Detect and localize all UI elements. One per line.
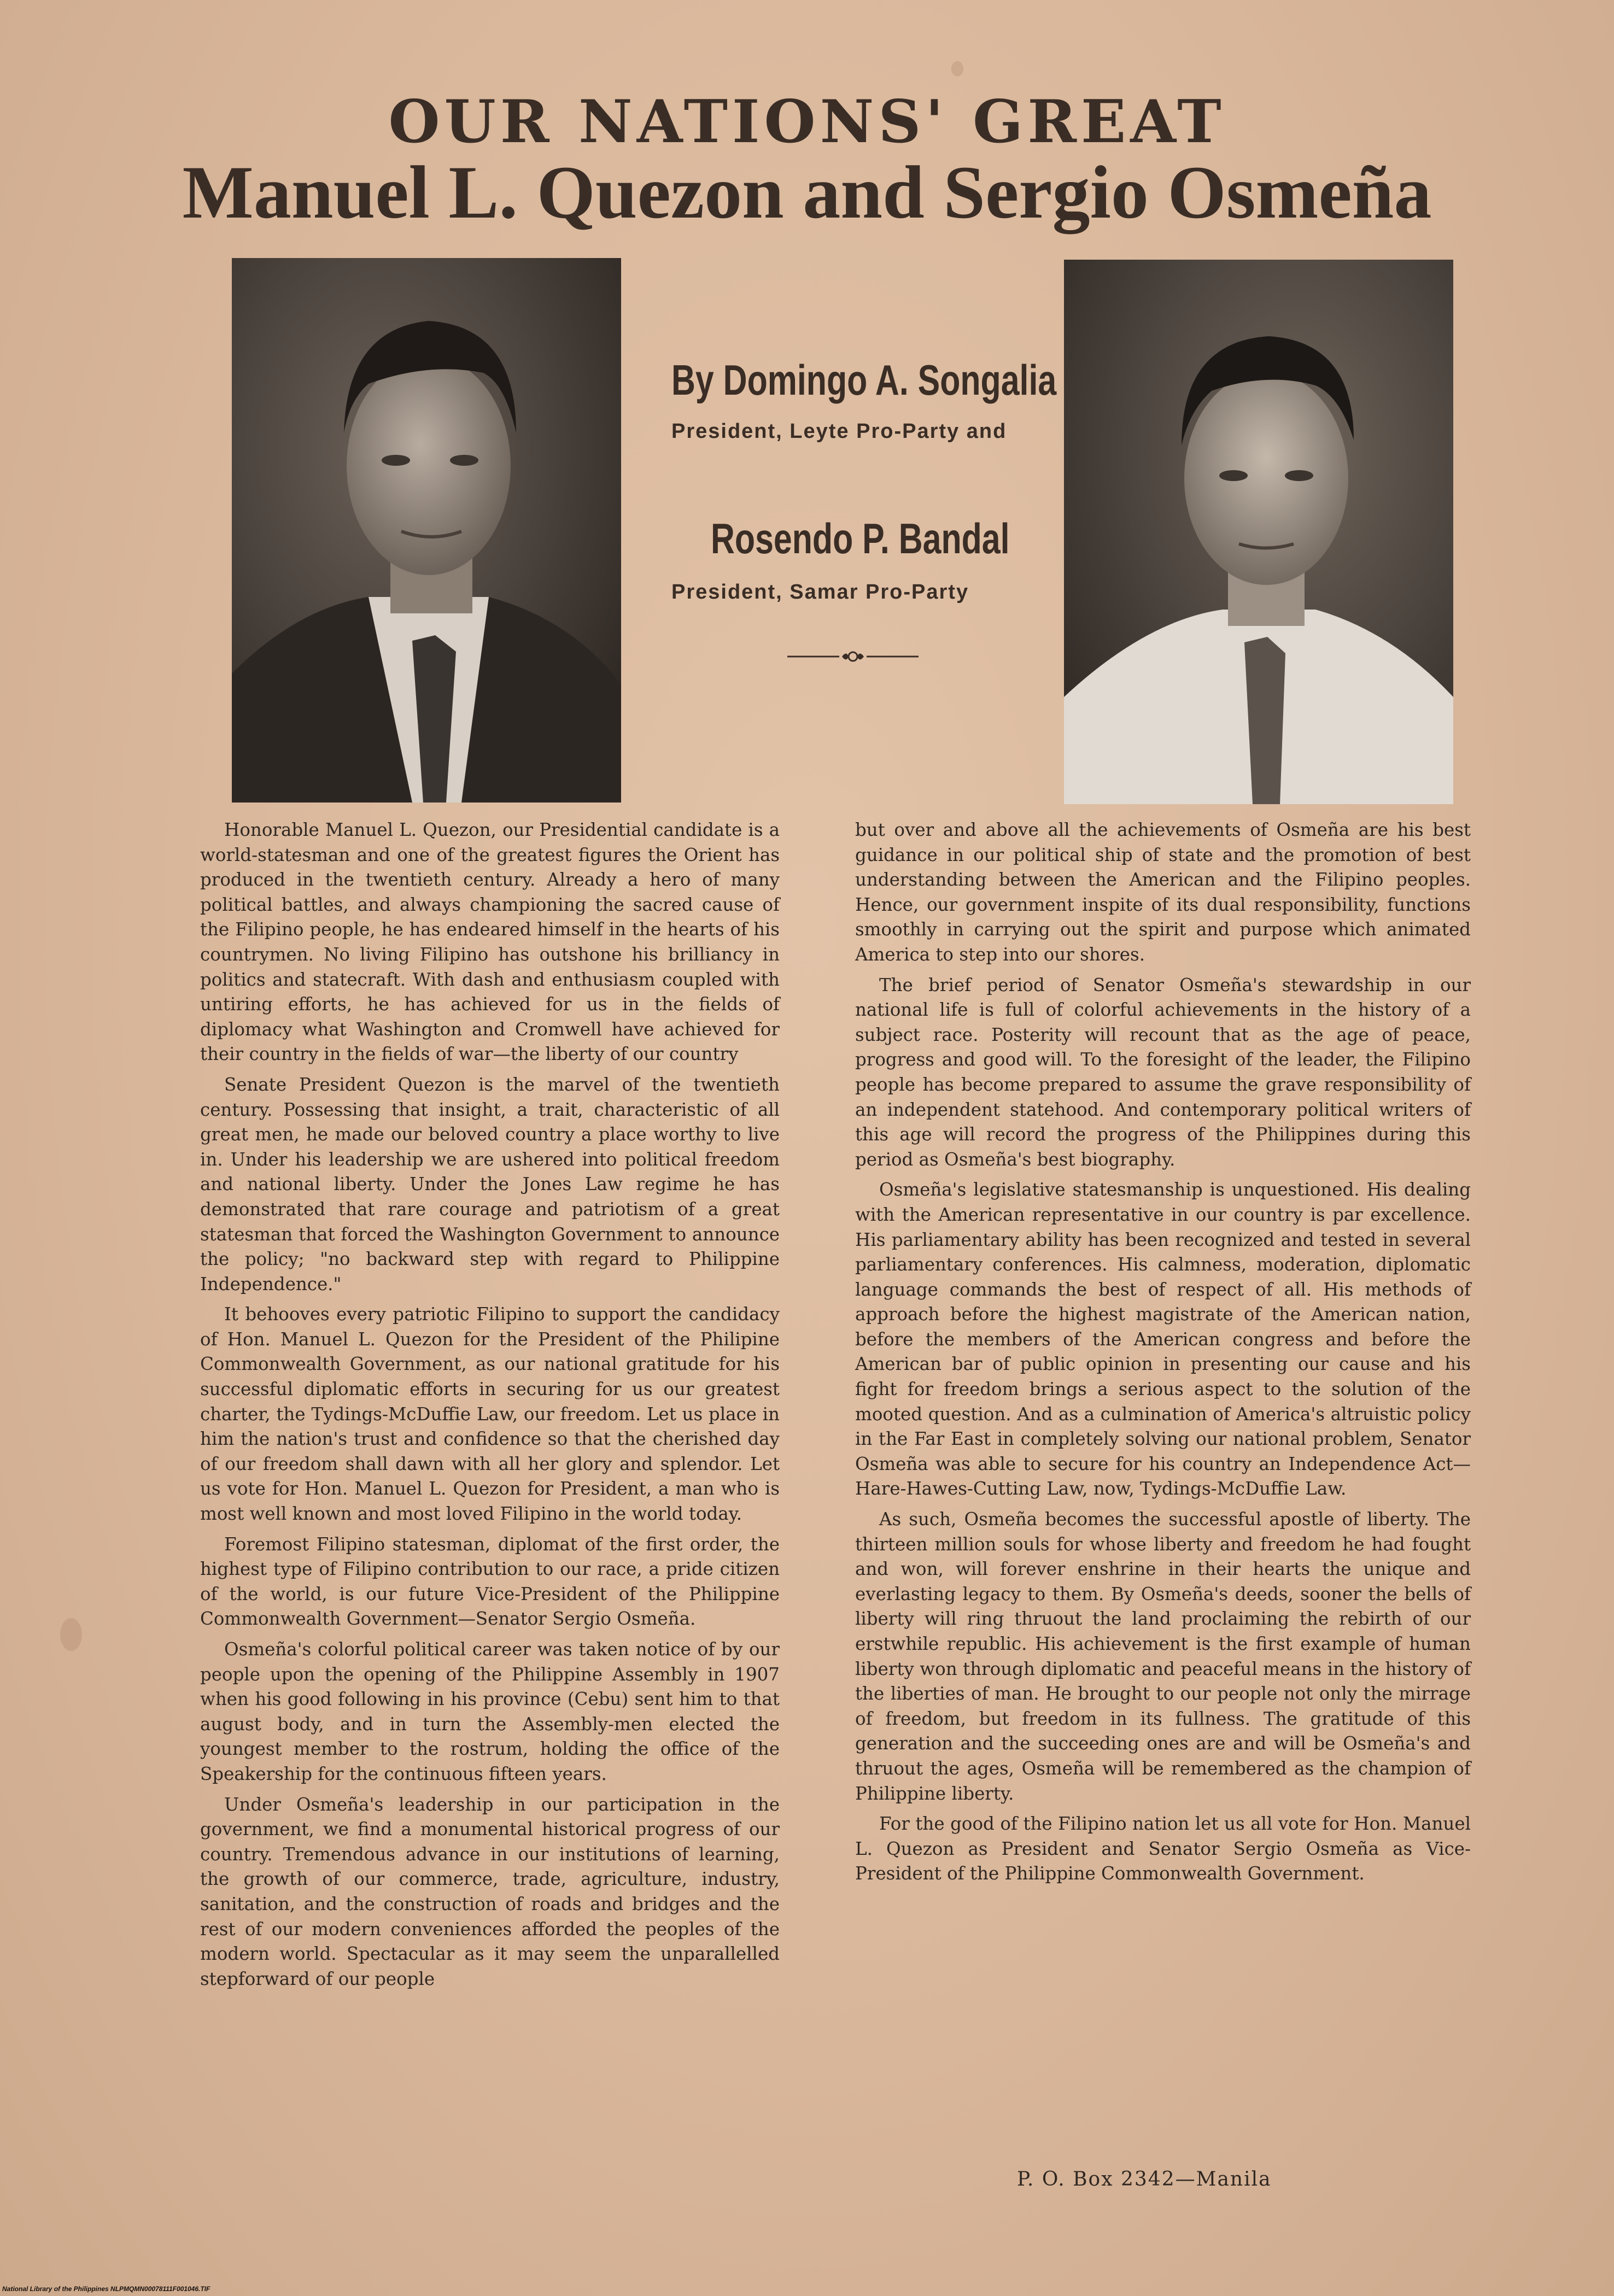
paper-stain <box>60 1618 82 1651</box>
paper-stain <box>951 61 963 77</box>
paragraph: For the good of the Filipino nation let us all vote for Hon. Manuel L. Quezon as President and Senator Sergio Osmeña as Vice-President of the Philippine Commonwealth Government. <box>855 1813 1471 1884</box>
paragraph: Osmeña's legislative statesmanship is unquestioned. His dealing with the American representative in our country is par excellence. His parliamentary ability has been recognized and tested in several parliamentary conferences. His calmness, moderation, diplomatic language commands the best of respect of all. His methods of approach before the highest magistrate of the American nation, before the members of the American congress and before the American bar of public opinion in presenting our cause and his fight for freedom brings a serious aspect to the solution of the mooted question. And as a culmination of America's altruistic policy in the Far East in completely solving our national problem, Senator Osmeña was able to secure for his country an Independence Act—Hare-Hawes-Cutting Law, now, Tydings-McDuffie Law. <box>855 1179 1471 1500</box>
paragraph: Osmeña's colorful political career was taken notice of by our people upon the opening of the Philippine Assembly in 1907 when his good following in his province (Cebu) sent him to that august body, and in turn the Assembly-men elected the youngest member to the rostrum, holding the office of the Speakership for the continuous fifteen years. <box>200 1639 780 1784</box>
quezon-portrait-photo <box>232 258 621 803</box>
paragraph: Under Osmeña's leadership in our participation in the government, we find a monumental historical progress of our country. Tremendous advance in our institutions of learning, the growth of our commerce, trade, agriculture, industry, sanitation, and the construction of roads and bridges and the rest of our modern conveniences afforded the peoples of the modern world. Spectacular as it may seem the unparallelled stepforward of our people <box>200 1794 780 1989</box>
paragraph: Honorable Manuel L. Quezon, our Presidential candidate is a world-statesman and one of the greatest figures the Orient has produced in the twentieth century. Already a hero of many political battles, and always championing the sacred cause of the Filipino people, he has endeared himself in the hearts of his countrymen. No living Filipino has outshone his brilliancy in politics and statecraft. With dash and enthusiasm coupled with untiring efforts, he has achieved for us in the fields of diplomacy what Washington and Cromwell have achieved for their country in the fields of war—the liberty of our country <box>200 819 780 1065</box>
portrait-osmena-icon <box>1064 260 1453 804</box>
paragraph: As such, Osmeña becomes the successful apostle of liberty. The thirteen million souls for whose liberty and freedom he had fought and won, will forever enshrine in their hearts the unique and everlasting legacy to them. By Osmeña's deeds, sooner the bells of liberty will ring thruout the land proclaiming the rebirth of our erstwhile republic. His achievement is the first example of human liberty won through diplomatic and peaceful means in the history of the liberties of man. He brought to our people not only the mirrage of freedom, but freedom in its fullness. The gratitude of this generation and the succeeding ones are and will be Osmeña's and thruout the ages, Osmeña will be remembered as the champion of Philippine liberty. <box>855 1509 1471 1804</box>
postal-address: P. O. Box 2342—Manila <box>1017 2168 1272 2190</box>
paragraph: but over and above all the achievements of Osmeña are his best guidance in our political ship of state and the promotion of best understanding between the American and the Filipino peoples. Hence, our government inspite of its dual responsibility, functions smoothly in carrying out the spirit and purpose which animated America to step into our shores. <box>855 819 1471 965</box>
article-column-right <box>855 818 1471 1892</box>
author-2-role: President, Samar Pro-Party <box>671 581 969 604</box>
paragraph: Senate President Quezon is the marvel of the twentieth century. Possessing that insight, a trait, characteristic of all great men, he made our beloved country a place worthy to live in. Under his leadership we are ushered into political freedom and national liberty. Under the Jones Law regime he has demonstrated that rare courage and patriotism of a great statesman that forced the Washington Government to announce the policy; "no backward step with regard to Philippine Independence." <box>200 1074 780 1295</box>
archive-footer: National Library of the Philippines NLPMQMN00078111F001046.TIF <box>2 2285 210 2293</box>
paragraph: Foremost Filipino statesman, diplomat of the first order, the highest type of Filipino contribution to our race, a pride citizen of the world, is our future Vice-President of the Philippine Commonwealth Government—Senator Sergio Osmeña. <box>200 1533 780 1630</box>
ornament-divider-icon <box>787 648 919 665</box>
author-2-name: Rosendo P. Bandal <box>711 514 1010 563</box>
article-column-left <box>200 818 780 1997</box>
author-1-name: By Domingo A. Songalia <box>671 356 1057 404</box>
osmena-portrait-photo <box>1064 260 1453 804</box>
headline-line-1: OUR NATIONS' GREAT <box>388 87 1226 156</box>
portrait-quezon-icon <box>232 258 621 803</box>
author-1-role: President, Leyte Pro-Party and <box>671 420 1007 443</box>
paragraph: The brief period of Senator Osmeña's stewardship in our national life is full of colorful achievements in the history of a subject race. Posterity will recount that as the age of peace, progress and good will. To the foresight of the leader, the Filipino people has become prepared to assume the grave responsibility of an independent statehood. And contemporary political writers of this age will record the progress of the Philippines during this period as Osmeña's best biography. <box>855 974 1471 1170</box>
paragraph: It behooves every patriotic Filipino to support the candidacy of Hon. Manuel L. Quezon for the President of the Philipine Commonwealth Government, as our national gratitude for his successful diplomatic efforts in securing for us our greatest charter, the Tydings-McDuffie Law, our freedom. Let us place in him the nation's trust and confidence so that the cherished day of our freedom shall dawn with all her glory and splendor. Let us vote for Hon. Manuel L. Quezon for President, a man who is most well known and most loved Filipino in the world today. <box>200 1304 780 1525</box>
headline-line-2: Manuel L. Quezon and Sergio Osmeña <box>182 150 1432 234</box>
